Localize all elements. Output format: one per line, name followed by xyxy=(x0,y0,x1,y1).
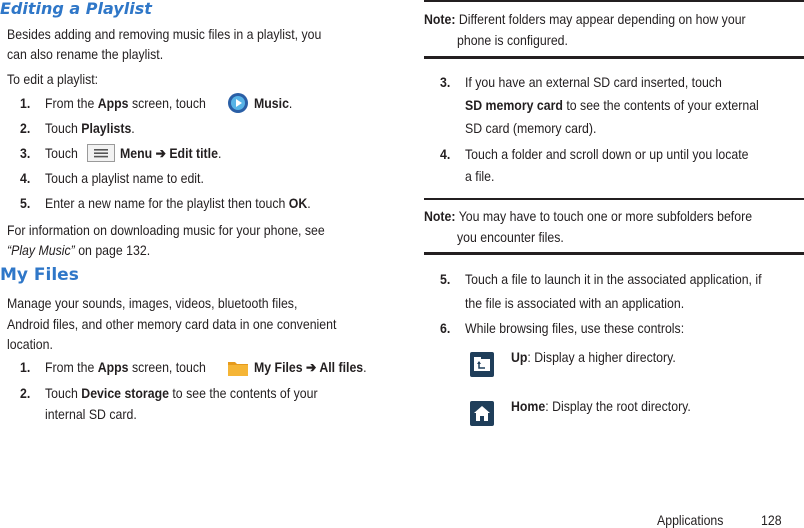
play-music-link[interactable]: “Play Music” xyxy=(7,242,75,258)
step-number: 5. xyxy=(440,271,451,287)
list-item-continued: SD card (memory card). xyxy=(465,120,597,136)
my-files-heading: My Files xyxy=(0,265,79,285)
step-number: 3. xyxy=(440,74,451,90)
editing-intro-line1: Besides adding and removing music files in a playlist, you xyxy=(7,26,322,42)
list-item: If you have an external SD card inserted, touch xyxy=(465,74,722,90)
list-item-continued: a file. xyxy=(465,168,495,184)
up-directory-icon[interactable] xyxy=(470,352,494,377)
note-subfolders-line2: you encounter files. xyxy=(457,229,564,245)
list-item: Enter a new name for the playlist then touch OK. xyxy=(45,195,311,211)
files-intro-line3: location. xyxy=(7,336,53,352)
download-info-line2: “Play Music” on page 132. xyxy=(7,242,151,258)
list-item: Touch Playlists. xyxy=(45,120,135,136)
step-number: 4. xyxy=(440,146,451,162)
home-icon[interactable] xyxy=(470,401,494,426)
home-control-desc: Home: Display the root directory. xyxy=(511,398,691,414)
list-item: Touch xyxy=(45,145,78,161)
menu-edit-title-label: Menu ➔ Edit title. xyxy=(120,145,222,161)
list-item-continued: internal SD card. xyxy=(45,406,137,422)
list-item: Touch a folder and scroll down or up until you locate xyxy=(465,146,749,162)
note-bottom-rule xyxy=(424,56,804,59)
menu-icon xyxy=(87,144,115,162)
footer-section: Applications xyxy=(657,512,724,528)
my-files-all-files-label: My Files ➔ All files. xyxy=(254,359,367,375)
step-number: 3. xyxy=(20,145,31,161)
to-edit-label: To edit a playlist: xyxy=(7,71,99,87)
step-number: 6. xyxy=(440,320,451,336)
music-label: Music. xyxy=(254,95,293,111)
up-control-desc: Up: Display a higher directory. xyxy=(511,349,676,365)
note2-top-rule xyxy=(424,198,804,200)
list-item: Touch a playlist name to edit. xyxy=(45,170,204,186)
note-subfolders: Note: You may have to touch one or more subfolders before xyxy=(424,208,753,224)
list-item-continued: SD memory card to see the contents of your external xyxy=(465,97,759,113)
list-item: While browsing files, use these controls: xyxy=(465,320,685,336)
list-item: From the Apps screen, touch xyxy=(45,359,206,375)
download-info-line1: For information on downloading music for your phone, see xyxy=(7,222,325,238)
step-number: 1. xyxy=(20,359,31,375)
note-top-rule xyxy=(424,0,804,2)
files-intro-line2: Android files, and other memory card data in one convenient xyxy=(7,316,337,332)
list-item: Touch a file to launch it in the associated application, if xyxy=(465,271,762,287)
list-item-continued: the file is associated with an application. xyxy=(465,295,685,311)
list-item: Touch Device storage to see the contents of your xyxy=(45,385,318,401)
step-number: 1. xyxy=(20,95,31,111)
page-number: 128 xyxy=(761,512,782,528)
editing-playlist-heading: Editing a Playlist xyxy=(0,0,152,18)
step-number: 5. xyxy=(20,195,31,211)
note-folders: Note: Different folders may appear depending on how your xyxy=(424,11,746,27)
folder-icon xyxy=(227,359,249,377)
step-number: 2. xyxy=(20,385,31,401)
music-app-icon xyxy=(227,92,249,114)
step-number: 2. xyxy=(20,120,31,136)
note2-bottom-rule xyxy=(424,252,804,255)
note-folders-line2: phone is configured. xyxy=(457,32,568,48)
editing-intro-line2: can also rename the playlist. xyxy=(7,46,164,62)
files-intro-line1: Manage your sounds, images, videos, bluetooth files, xyxy=(7,295,298,311)
step-number: 4. xyxy=(20,170,31,186)
list-item: From the Apps screen, touch xyxy=(45,95,206,111)
